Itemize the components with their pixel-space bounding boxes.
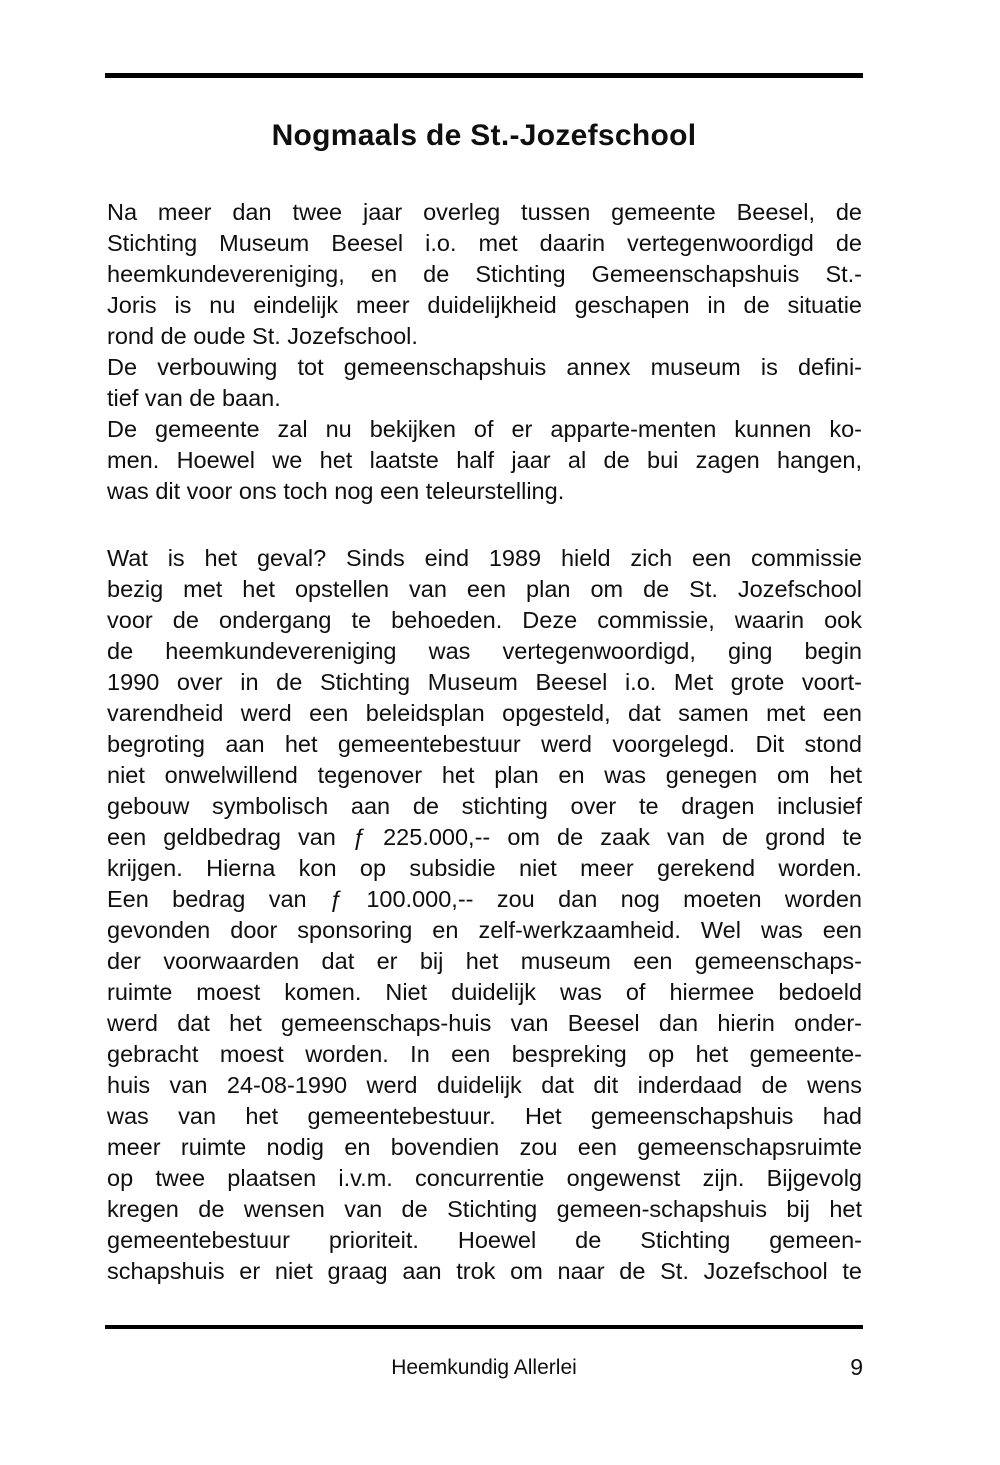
text-line: 1990 over in de Stichting Museum Beesel i.o. Met grote voort- <box>107 669 862 695</box>
paragraph-block <box>107 414 862 507</box>
text-line: gebracht moest worden. In een bespreking op het gemeente- <box>107 1041 862 1067</box>
text-line: een geldbedrag van ƒ 225.000,-- om de zaak van de grond te <box>107 824 862 850</box>
bottom-rule-divider <box>105 1325 863 1329</box>
footer-journal-title: Heemkundig Allerlei <box>391 1356 577 1379</box>
text-line: was van het gemeentebestuur. Het gemeenschapshuis had <box>107 1103 862 1129</box>
text-line: Wat is het geval? Sinds eind 1989 hield zich een commissie <box>107 545 862 571</box>
text-line: schapshuis er niet graag aan trok om naar de St. Jozefschool te <box>107 1258 862 1284</box>
footer-page-number: 9 <box>850 1354 863 1380</box>
text-line: kregen de wensen van de Stichting gemeen-schapshuis bij het <box>107 1196 862 1222</box>
text-line: bezig met het opstellen van een plan om de St. Jozefschool <box>107 576 862 602</box>
text-column <box>107 197 862 1287</box>
text-line: Een bedrag van ƒ 100.000,-- zou dan nog moeten worden <box>107 886 862 912</box>
text-line: varendheid werd een beleidsplan opgesteld, dat samen met een <box>107 700 862 726</box>
text-line: op twee plaatsen i.v.m. concurrentie ongewenst zijn. Bijgevolg <box>107 1165 862 1191</box>
text-line: Stichting Museum Beesel i.o. met daarin vertegenwoordigd de <box>107 230 862 256</box>
text-line: meer ruimte nodig en bovendien zou een gemeenschapsruimte <box>107 1134 862 1160</box>
text-line: gemeentebestuur prioriteit. Hoewel de Stichting gemeen- <box>107 1227 862 1253</box>
text-line: De verbouwing tot gemeenschapshuis annex museum is defini- <box>107 354 862 380</box>
text-line: men. Hoewel we het laatste half jaar al de bui zagen hangen, <box>107 447 862 473</box>
text-line: huis van 24-08-1990 werd duidelijk dat dit inderdaad de wens <box>107 1072 862 1098</box>
text-line: der voorwaarden dat er bij het museum een gemeenschaps- <box>107 948 862 974</box>
text-line: werd dat het gemeenschaps-huis van Beesel dan hierin onder- <box>107 1010 862 1036</box>
text-line: gebouw symbolisch aan de stichting over te dragen inclusief <box>107 793 862 819</box>
top-rule-divider <box>105 73 863 78</box>
text-line: voor de ondergang te behoeden. Deze commissie, waarin ook <box>107 607 862 633</box>
text-line: Joris is nu eindelijk meer duidelijkheid geschapen in de situatie <box>107 292 862 318</box>
text-line: krijgen. Hierna kon op subsidie niet meer gerekend worden. <box>107 855 862 881</box>
paragraph-block <box>107 197 862 352</box>
text-line: gevonden door sponsoring en zelf-werkzaamheid. Wel was een <box>107 917 862 943</box>
text-line: ruimte moest komen. Niet duidelijk was of hiermee bedoeld <box>107 979 862 1005</box>
text-line: was dit voor ons toch nog een teleurstelling. <box>107 478 565 504</box>
text-line: begroting aan het gemeentebestuur werd voorgelegd. Dit stond <box>107 731 862 757</box>
text-line: De gemeente zal nu bekijken of er apparte-menten kunnen ko- <box>107 416 862 442</box>
text-line: rond de oude St. Jozefschool. <box>107 323 418 349</box>
text-line: Na meer dan twee jaar overleg tussen gemeente Beesel, de <box>107 199 862 225</box>
text-line: tief van de baan. <box>107 385 281 411</box>
text-line: heemkundevereniging, en de Stichting Gemeenschapshuis St.- <box>107 261 862 287</box>
text-line: niet onwelwillend tegenover het plan en was genegen om het <box>107 762 862 788</box>
page-title: Nogmaals de St.-Jozefschool <box>271 119 697 153</box>
paragraph-block <box>107 543 862 1287</box>
text-line: de heemkundevereniging was vertegenwoordigd, ging begin <box>107 638 862 664</box>
paragraph-block <box>107 352 862 414</box>
